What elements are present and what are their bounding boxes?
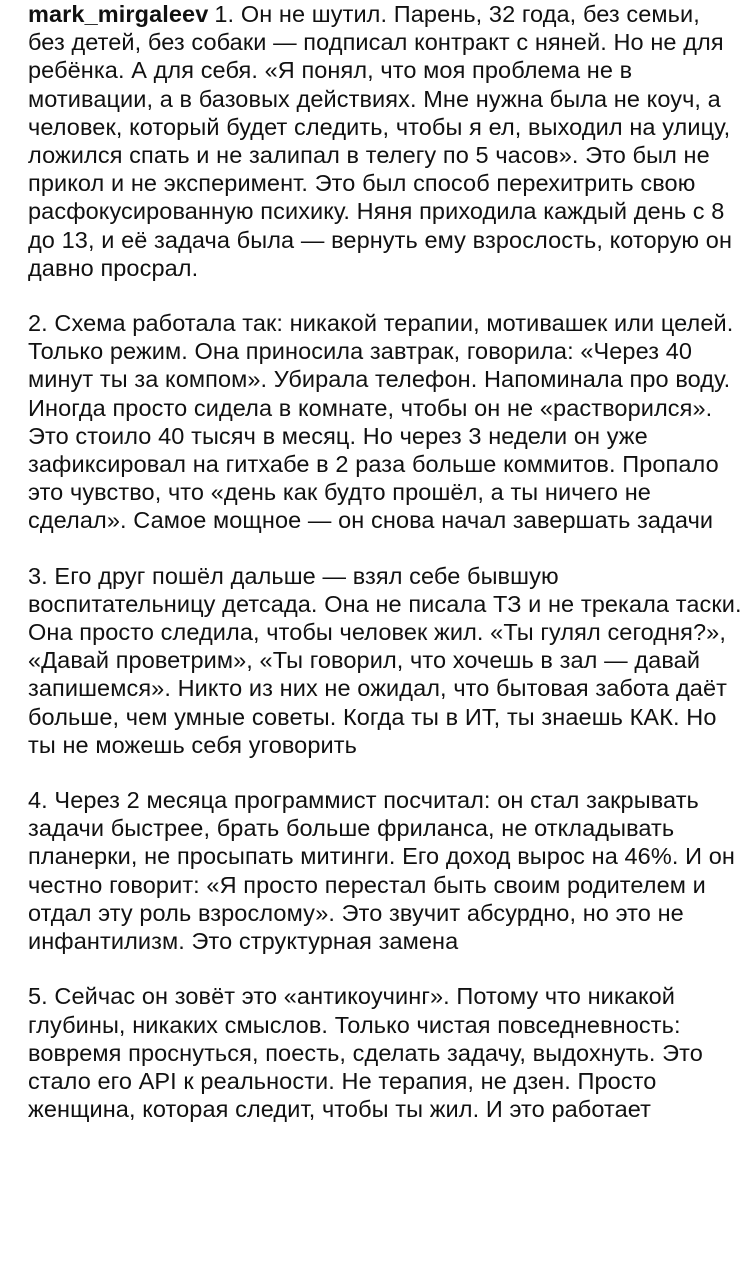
caption-paragraph-4: 4. Через 2 месяца программист посчитал: он стал закрывать задачи быстрее, брать больше фриланса, не откладывать планерки, не просыпать митинги. Его доход вырос на 46%. И он честно говорит: «Я просто перестал быть своим родителем и отдал эту роль взрослому». Это звучит абсурдно, но это не инфантилизм. Это структурная замена — [28, 787, 735, 955]
paragraph-text-1: 1. Он не шутил. Парень, 32 года, без семьи, без детей, без собаки — подписал контракт с няней. Но не для ребёнка. А для себя. «Я понял, что моя проблема не в мотивации, а в базовых действиях. Мне нужна была не коуч, а человек, который будет следить, чтобы я ел, выходил на улицу, ложился спать и не залипал в телегу по 5 часов». Это был не прикол и не эксперимент. Это был способ перехитрить свою расфокусированную психику. Няня приходила каждый день с 8 до 13, и её задача была — вернуть ему взрослость, которую он давно просрал. — [28, 1, 733, 281]
caption-paragraph-1 — [28, 0, 743, 282]
caption-paragraph-5: 5. Сейчас он зовёт это «антикоучинг». Потому что никакой глубины, никаких смыслов. Только чистая повседневность: вовремя проснуться, поесть, сделать задачу, выдохнуть. Это стало его API к реальности. Не терапия, не дзен. Просто женщина, которая следит, чтобы ты жил. И это работает — [28, 983, 703, 1123]
caption-paragraph-2: 2. Схема работала так: никакой терапии, мотивашек или целей. Только режим. Она приносила завтрак, говорила: «Через 40 минут ты за компом». Убирала телефон. Напоминала про воду. Иногда просто сидела в комнате, чтобы он не «растворился». Это стоило 40 тысяч в месяц. Но через 3 недели он уже зафиксировал на гитхабе в 2 раза больше коммитов. Пропало это чувство, что «день как будто прошёл, а ты ничего не сделал». Самое мощное — он снова начал завершать задачи — [28, 310, 734, 534]
username-link[interactable]: mark_mirgaleev — [28, 1, 209, 27]
caption-paragraph-3: 3. Его друг пошёл дальше — взял себе бывшую воспитательницу детсада. Она не писала ТЗ и не трекала таски. Она просто следила, чтобы человек жил. «Ты гулял сегодня?», «Давай проветрим», «Ты говорил, что хочешь в зал — давай запишемся». Никто из них не ожидал, что бытовая забота даёт больше, чем умные советы. Когда ты в ИТ, ты знаешь КАК. Но ты не можешь себя уговорить — [28, 562, 742, 758]
post-caption — [28, 0, 743, 1123]
